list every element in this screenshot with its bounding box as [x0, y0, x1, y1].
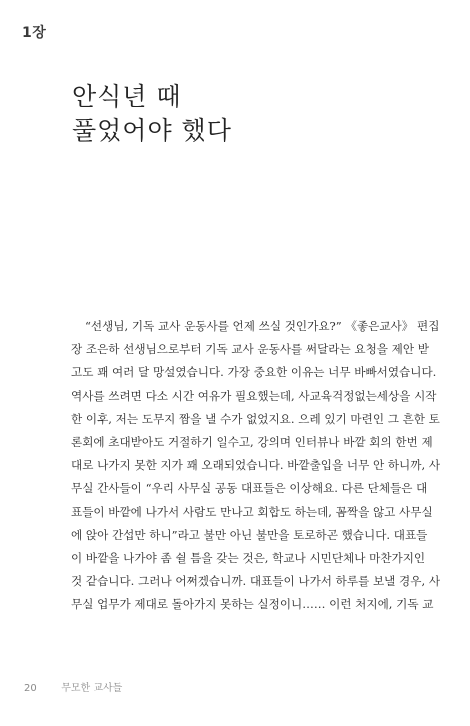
running-book-title: 무모한 교사들: [61, 683, 123, 694]
body-line: 론회에 초대받아도 거절하기 일수고, 강의며 인터뷰나 바깥 회의 한번 제: [71, 435, 433, 450]
chapter-title-line-1: 안식년 때: [72, 82, 182, 111]
body-line: 것 같습니다. 그러나 어쩌겠습니까. 대표들이 나가서 하루를 보낼 경우, 사: [71, 574, 441, 589]
body-line: “선생님, 기독 교사 운동사를 언제 쓰실 것인가요?” 《좋은교사》 편집: [85, 319, 440, 333]
body-line: 에 앉아 간섭만 하니”라고 불만 아닌 불만을 토로하곤 했습니다. 대표들: [71, 527, 428, 542]
body-line: 무실 간사들이 “우리 사무실 공동 대표들은 이상해요. 다른 단체들은 대: [71, 481, 428, 496]
chapter-label: 1장: [22, 25, 47, 41]
page-footer: [24, 679, 122, 694]
body-line: 무실 업무가 제대로 돌아가지 못하는 실정이니…… 이런 처지에, 기독 교: [71, 597, 434, 612]
body-line: 역사를 쓰려면 다소 시간 여유가 필요했는데, 사교육걱정없는세상을 시작: [71, 388, 437, 403]
body-line: 표들이 바깥에 나가서 사람도 만나고 회합도 하는데, 꼼짝을 않고 사무실: [71, 504, 433, 519]
body-paragraph: [71, 315, 441, 617]
body-line: 이 바깥을 나가야 좀 쉴 틈을 갖는 것은, 학교나 시민단체나 마찬가지인: [71, 551, 426, 566]
chapter-title-line-2: 풀었어야 했다: [72, 116, 232, 145]
body-line: 한 이후, 저는 도무지 짬을 낼 수가 없었지요. 으레 있기 마련인 그 흔한 토: [71, 411, 440, 426]
chapter-title: [72, 80, 232, 148]
body-line: 고도 꽤 여러 달 망설였습니다. 가장 중요한 이유는 너무 바빠서였습니다.: [71, 365, 437, 380]
body-line: 대로 나가지 못한 지가 꽤 오래되었습니다. 바깥출입을 너무 안 하니까, 사: [71, 458, 441, 473]
body-line: 장 조은하 선생님으로부터 기독 교사 운동사를 써달라는 요청을 제안 받: [71, 342, 429, 357]
page-number: 20: [24, 683, 37, 694]
